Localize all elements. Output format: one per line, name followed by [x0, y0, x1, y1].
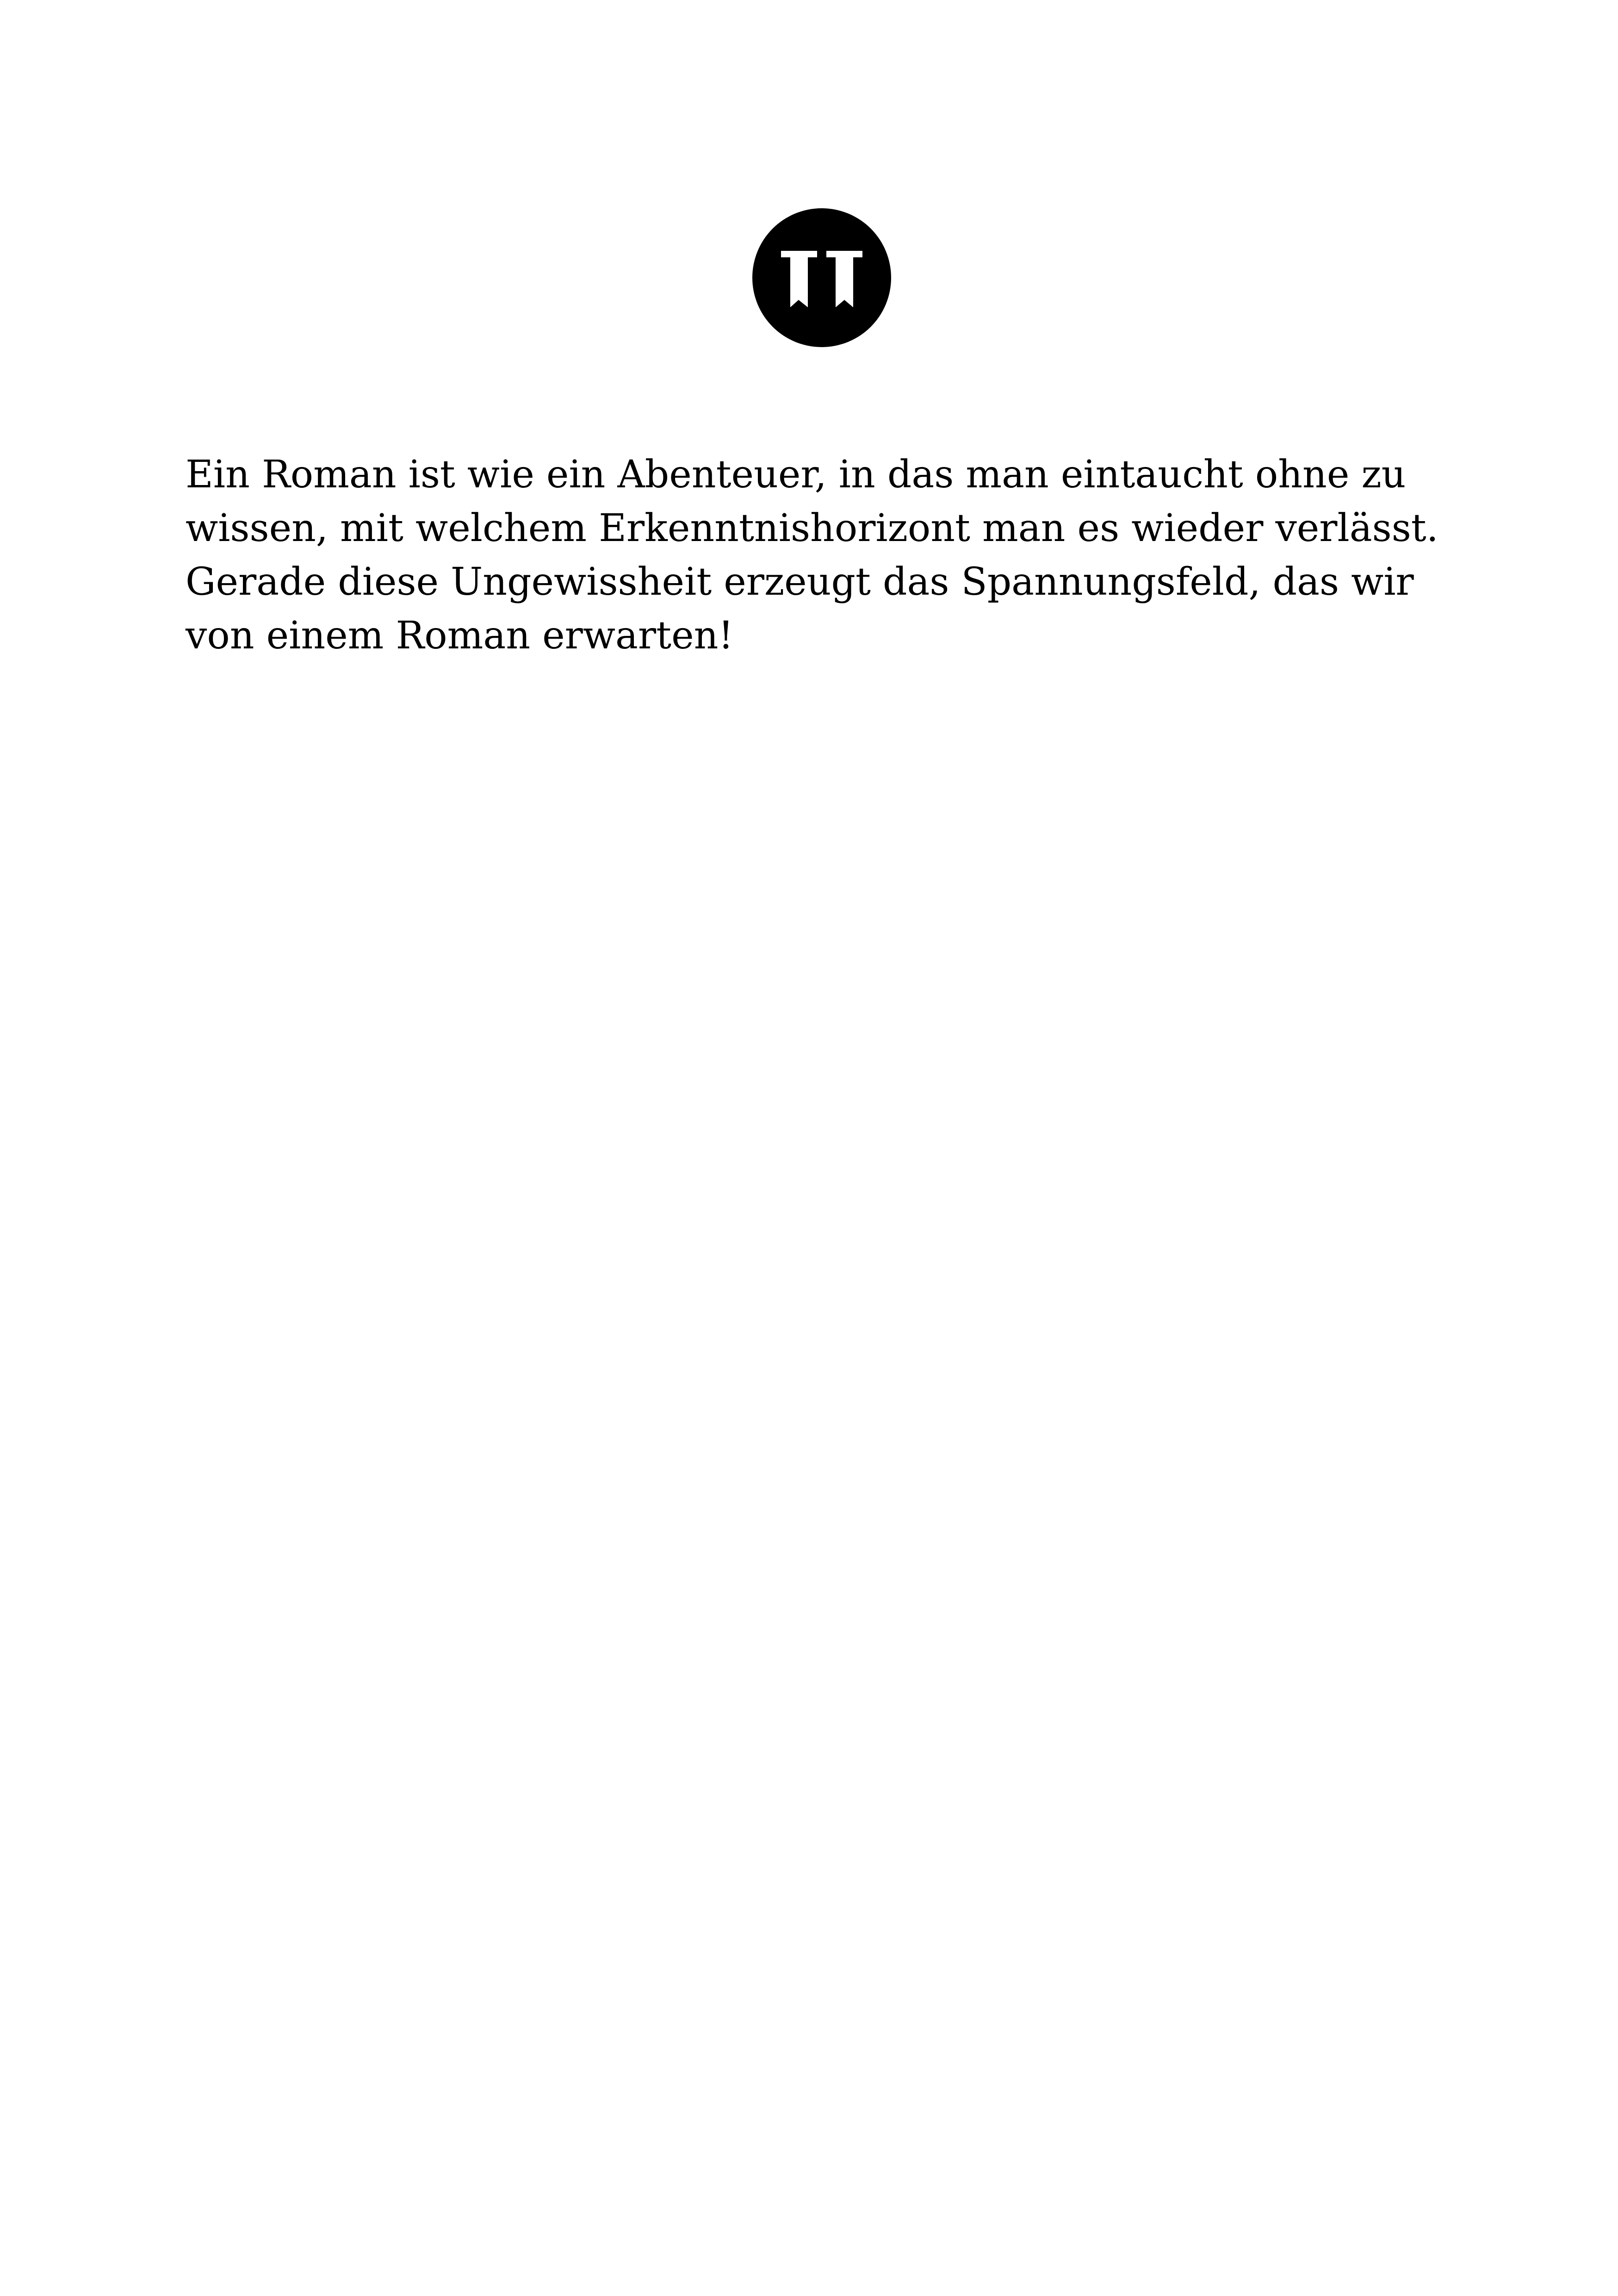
paragraph-line: Gerade diese Ungewissheit erzeugt das Spannungsfeld, das wir: [186, 560, 1414, 604]
paragraph-line: wissen, mit welchem Erkenntnishorizont man es wieder verlässt.: [186, 506, 1438, 550]
paragraph-line: von einem Roman erwarten!: [186, 614, 734, 658]
publisher-logo-icon: [752, 208, 891, 347]
paragraph-line: Ein Roman ist wie ein Abenteuer, in das man eintaucht ohne zu: [186, 453, 1406, 497]
intro-paragraph: [186, 448, 1481, 663]
